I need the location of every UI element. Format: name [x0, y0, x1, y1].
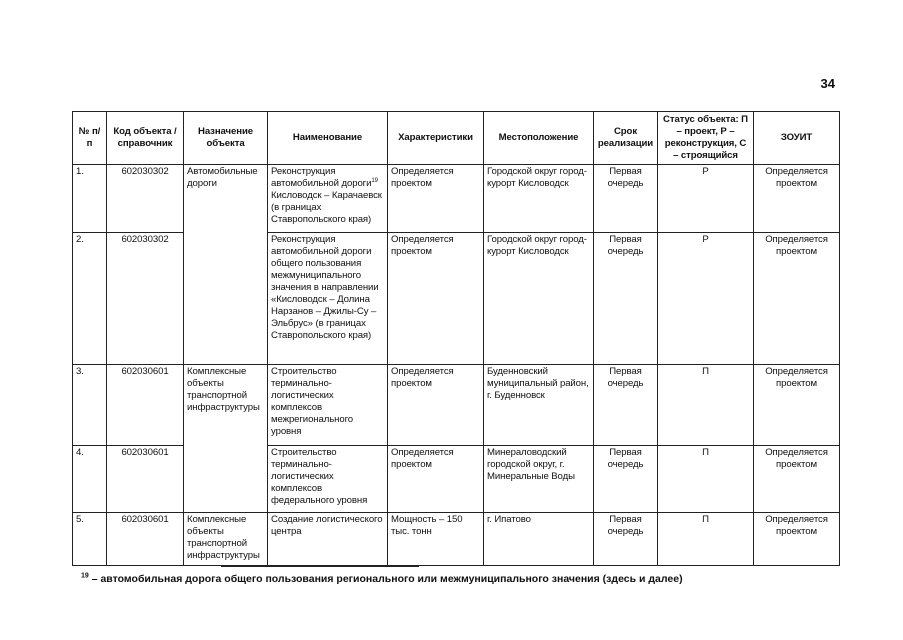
object-term: Первая очередь	[594, 365, 658, 446]
object-location: Городской округ город-курорт Кисловодск	[484, 165, 594, 233]
object-name: Реконструкция автомобильной дороги общего пользования межмуниципального значения в направлении «Кисловодск – Долина Нарзанов – Джилы-Су – Эльбрус» (в границах Ставропольского края)	[268, 233, 388, 365]
object-code: 602030302	[107, 233, 184, 365]
object-characteristics: Определяется проектом	[388, 365, 484, 446]
footnote-text: – автомобильная дорога общего пользования регионального или межмуниципального значения (здесь и далее)	[88, 573, 683, 585]
object-term: Первая очередь	[594, 446, 658, 513]
object-characteristics: Определяется проектом	[388, 233, 484, 365]
object-zone: Определяется проектом	[754, 446, 840, 513]
object-term: Первая очередь	[594, 233, 658, 365]
table-row	[73, 165, 840, 233]
header-characteristics: Характеристики	[388, 112, 484, 165]
footnote-divider	[221, 566, 419, 567]
header-zone: ЗОУИТ	[754, 112, 840, 165]
row-number: 5.	[73, 513, 107, 566]
object-status: Р	[658, 233, 754, 365]
object-status: Р	[658, 165, 754, 233]
object-code: 602030601	[107, 513, 184, 566]
object-code: 602030302	[107, 165, 184, 233]
object-zone: Определяется проектом	[754, 513, 840, 566]
object-characteristics: Мощность – 150 тыс. тонн	[388, 513, 484, 566]
object-name	[268, 165, 388, 233]
object-name-text: Реконструкция автомобильной дороги	[271, 166, 372, 189]
row-number: 3.	[73, 365, 107, 446]
table-row	[73, 513, 840, 566]
object-zone: Определяется проектом	[754, 365, 840, 446]
object-purpose: Комплексные объекты транспортной инфраструктуры	[184, 365, 268, 513]
object-name-tail: Кисловодск – Карачаевск (в границах Ставропольского края)	[271, 190, 382, 225]
object-status: П	[658, 446, 754, 513]
page-number: 34	[820, 76, 835, 91]
footnote-marker: 19	[81, 572, 89, 580]
row-number: 1.	[73, 165, 107, 233]
object-zone: Определяется проектом	[754, 165, 840, 233]
object-status: П	[658, 365, 754, 446]
object-term: Первая очередь	[594, 513, 658, 566]
object-status: П	[658, 513, 754, 566]
object-code: 602030601	[107, 446, 184, 513]
object-name: Строительство терминально-логистических комплексов межрегионального уровня	[268, 365, 388, 446]
header-status: Статус объекта: П – проект, Р – реконструкция, С – строящийся	[658, 112, 754, 165]
object-location: г. Ипатово	[484, 513, 594, 566]
footnote	[81, 573, 683, 585]
objects-table	[72, 111, 840, 566]
object-characteristics: Определяется проектом	[388, 446, 484, 513]
object-zone: Определяется проектом	[754, 233, 840, 365]
header-purpose: Назначение объекта	[184, 112, 268, 165]
header-location: Местоположение	[484, 112, 594, 165]
object-name: Строительство терминально-логистических комплексов федерального уровня	[268, 446, 388, 513]
header-term: Срок реализации	[594, 112, 658, 165]
object-purpose: Автомобильные дороги	[184, 165, 268, 365]
object-characteristics: Определяется проектом	[388, 165, 484, 233]
header-code: Код объекта / справочник	[107, 112, 184, 165]
object-purpose: Комплексные объекты транспортной инфраструктуры	[184, 513, 268, 566]
table-row	[73, 365, 840, 446]
object-term: Первая очередь	[594, 165, 658, 233]
footnote-reference: 19	[371, 177, 378, 184]
object-location: Буденновский муниципальный район, г. Буденновск	[484, 365, 594, 446]
object-name: Создание логистического центра	[268, 513, 388, 566]
header-name: Наименование	[268, 112, 388, 165]
object-location: Минераловодский городской округ, г. Минеральные Воды	[484, 446, 594, 513]
row-number: 2.	[73, 233, 107, 365]
object-location: Городской округ город-курорт Кисловодск	[484, 233, 594, 365]
table-header	[73, 112, 840, 165]
object-code: 602030601	[107, 365, 184, 446]
row-number: 4.	[73, 446, 107, 513]
header-num: № п/п	[73, 112, 107, 165]
